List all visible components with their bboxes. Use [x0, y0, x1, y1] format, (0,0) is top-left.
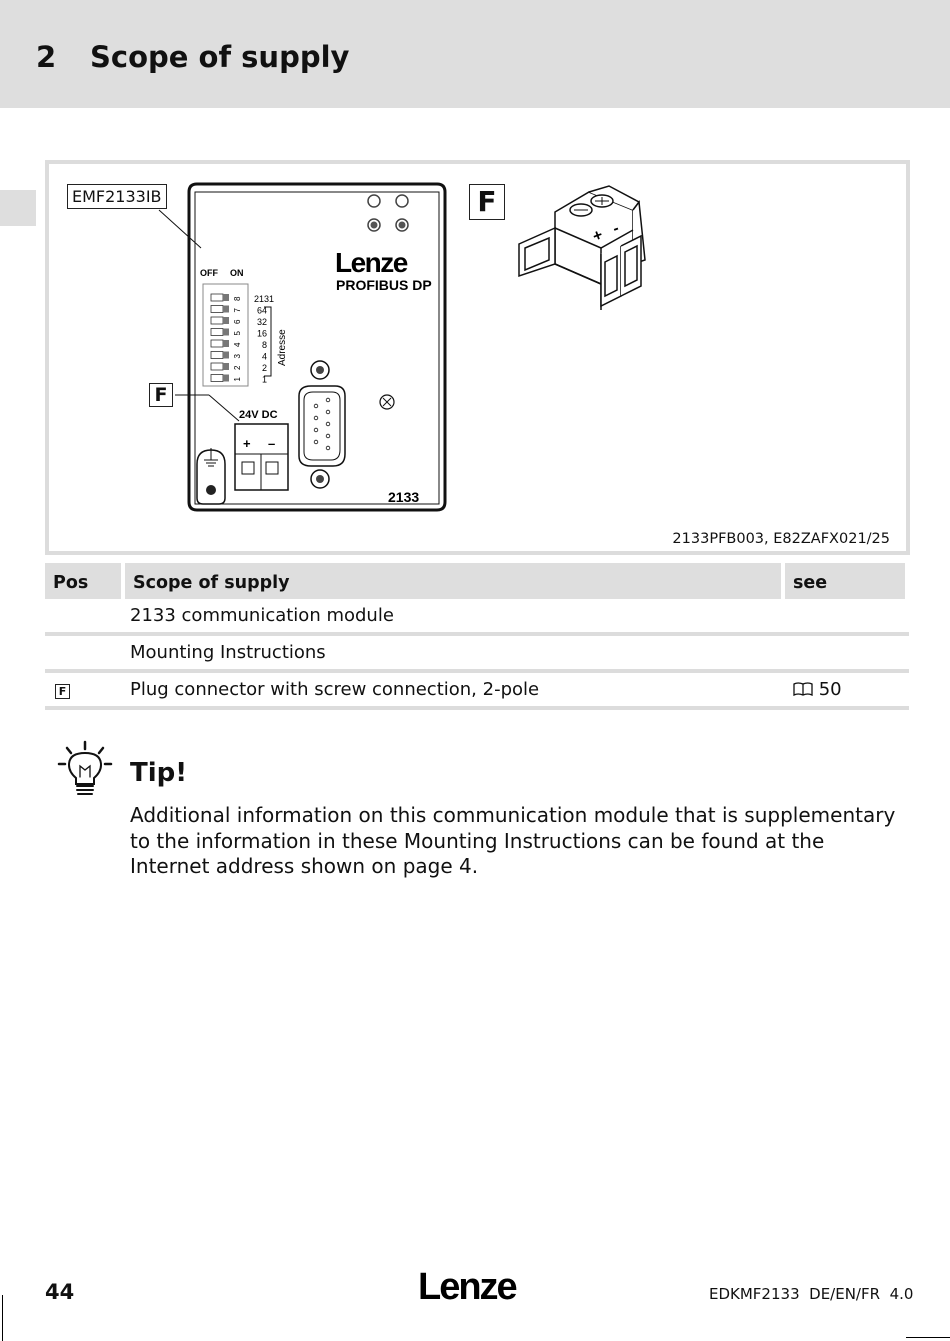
tip-title: Tip!	[130, 758, 188, 788]
row-pos	[45, 599, 123, 634]
table-row	[45, 671, 907, 708]
dip-switch-number: 6	[233, 319, 242, 324]
row-scope: Plug connector with screw connection, 2-pole	[123, 671, 783, 708]
dip-switch-number: 1	[233, 377, 242, 382]
supply-label: 24V DC	[239, 409, 278, 421]
address-value: 1	[261, 374, 267, 385]
address-value: 4	[261, 351, 267, 362]
dip-switch	[211, 329, 223, 336]
dip-switch-knob	[223, 375, 229, 382]
callout-f-module: F	[149, 383, 173, 407]
dip-switch-knob	[223, 352, 229, 359]
dip-switch	[211, 340, 223, 347]
switch-off-label: OFF	[200, 268, 218, 278]
dip-switch	[211, 352, 223, 359]
row-pos	[45, 671, 123, 708]
table-header-row	[45, 563, 907, 599]
address-value: 2	[261, 363, 267, 373]
row-see	[783, 634, 907, 671]
module-designation-label: EMF2133IB	[67, 184, 167, 209]
dip-switch	[211, 294, 223, 301]
plug-plus: +	[590, 226, 606, 246]
dip-switch-number: 4	[233, 342, 242, 347]
dip-switch-number: 8	[233, 296, 242, 301]
module-brand: Lenze	[335, 247, 407, 278]
chapter-header	[0, 0, 950, 108]
row-see	[783, 671, 907, 708]
device-number: 2133	[388, 489, 420, 505]
page-number: 44	[45, 1280, 75, 1304]
module-product: PROFIBUS DP	[336, 277, 432, 293]
row-scope: Mounting Instructions	[123, 634, 783, 671]
chapter-number: 2	[36, 40, 57, 74]
document-id: EDKMF2133 DE/EN/FR 4.0	[709, 1285, 914, 1303]
dip-switch-knob	[223, 329, 229, 336]
dip-switch-number: 2	[233, 365, 242, 370]
lightbulb-icon	[56, 740, 114, 800]
page-reference[interactable]: 50	[818, 679, 842, 700]
address-value: 32	[256, 317, 267, 327]
book-reference-icon	[793, 682, 813, 696]
dip-switch-number: 3	[233, 354, 242, 359]
figure-caption: 2133PFB003, E82ZAFX021/25	[672, 531, 890, 547]
header-pos: Pos	[45, 563, 123, 599]
device-figure	[45, 160, 910, 555]
dip-switch	[211, 375, 223, 382]
plug-minus: -	[610, 219, 622, 238]
table-row	[45, 599, 907, 634]
crop-mark-right	[906, 1337, 950, 1338]
address-value: 64	[256, 305, 267, 316]
tip-text: Additional information on this communication module that is supplementary to the information in these Mounting Instructions can be found at the Internet address shown on page 4.	[130, 803, 896, 878]
switch-on-label: ON	[230, 268, 244, 278]
chapter-title: Scope of supply	[90, 40, 350, 74]
connector-minus: –	[268, 436, 276, 451]
dip-switch	[211, 306, 223, 313]
lenze-logo	[416, 1266, 526, 1306]
chapter-side-tab	[0, 190, 36, 226]
dip-switch-number: 7	[233, 308, 242, 313]
dip-switch	[211, 317, 223, 324]
footer-logo-text: Lenze	[418, 1266, 516, 1306]
dip-switch-knob	[223, 340, 229, 347]
table-row	[45, 634, 907, 671]
connector-plus: +	[243, 436, 251, 451]
dip-switch-knob	[223, 363, 229, 370]
address-label: Adresse	[277, 329, 288, 366]
dip-switch-number: 5	[233, 331, 242, 336]
dip-switch	[211, 363, 223, 370]
callout-f-plug: F	[469, 184, 505, 220]
address-value: 2131	[254, 294, 275, 304]
row-see	[783, 599, 907, 634]
plug-connector-drawing	[519, 186, 645, 310]
scope-of-supply-table	[45, 563, 909, 710]
row-scope: 2133 communication module	[123, 599, 783, 634]
dip-switch-knob	[223, 294, 229, 301]
dip-switch-knob	[223, 317, 229, 324]
position-f-marker: F	[55, 684, 70, 699]
row-pos	[45, 634, 123, 671]
address-value: 8	[261, 340, 267, 350]
dip-switch-knob	[223, 306, 229, 313]
crop-mark-left	[2, 1295, 3, 1341]
header-see: see	[783, 563, 907, 599]
device-drawing	[49, 164, 906, 551]
address-value: 16	[256, 328, 267, 339]
header-scope: Scope of supply	[123, 563, 783, 599]
